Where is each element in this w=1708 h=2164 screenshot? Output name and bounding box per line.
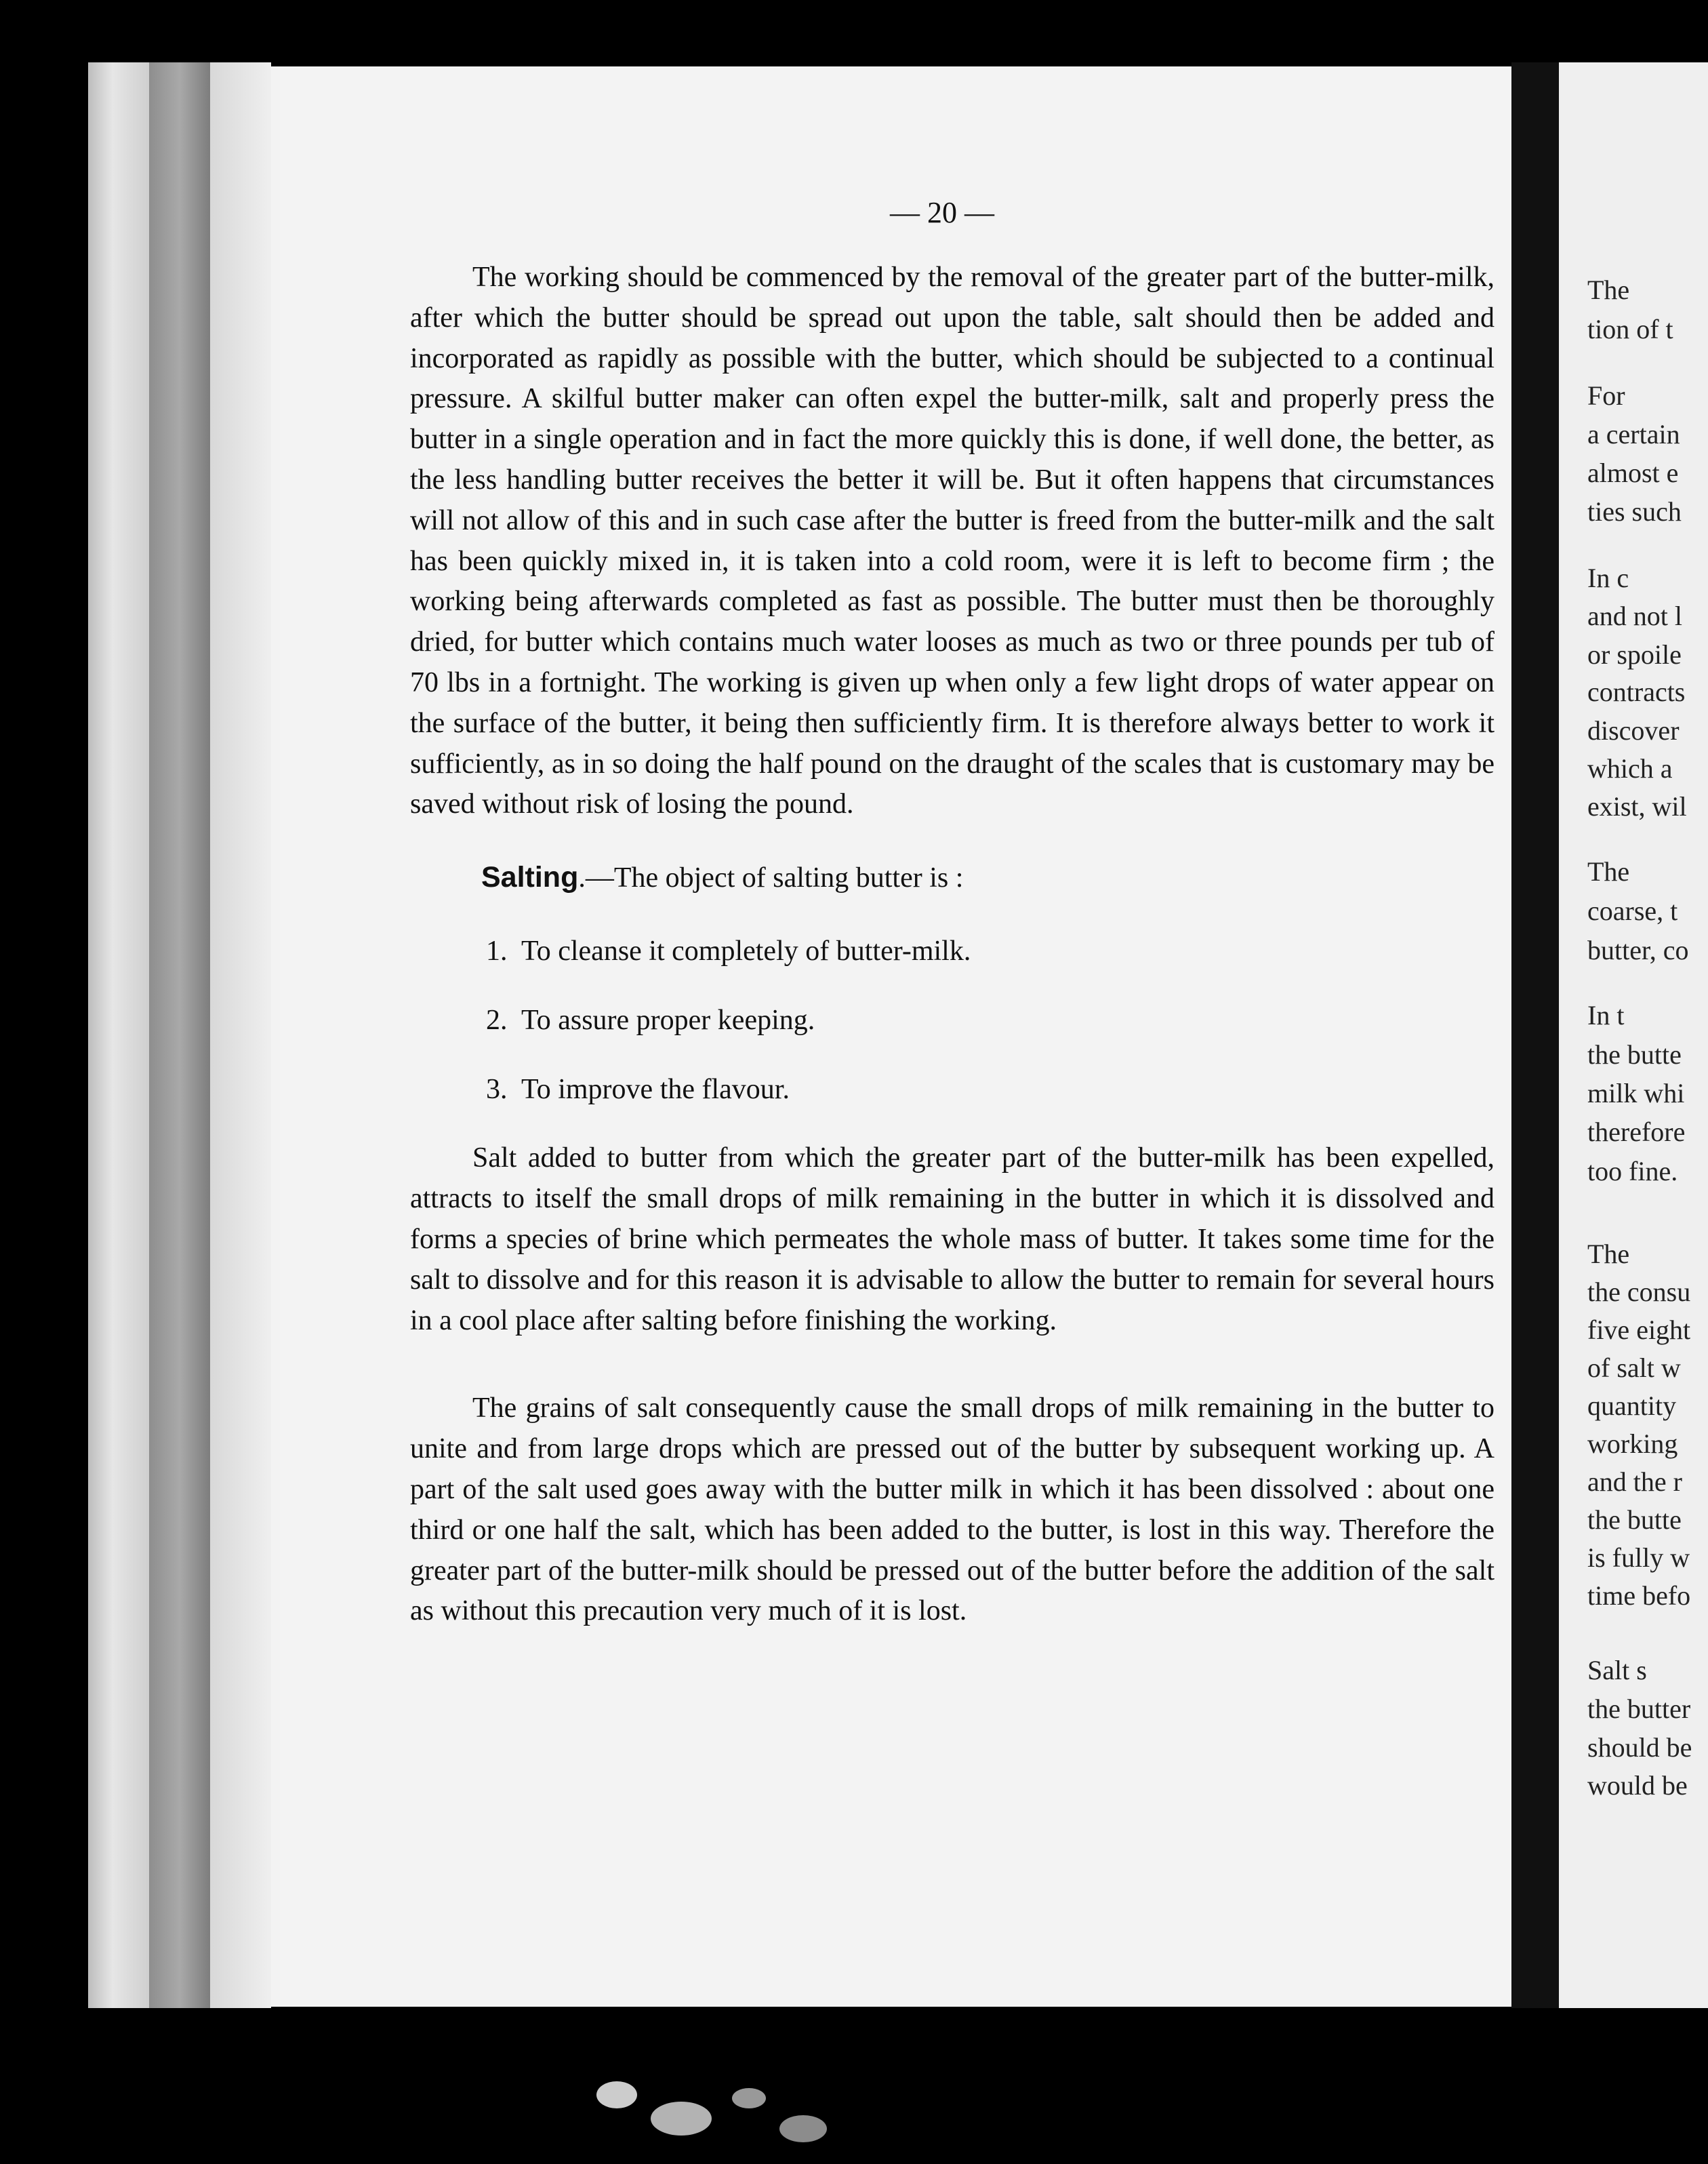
salting-intro: [410, 858, 1494, 899]
right-page-line: is fully w: [1587, 1542, 1690, 1573]
list-item-text: To improve the flavour.: [521, 1073, 790, 1105]
right-page-line: five eight: [1587, 1315, 1691, 1345]
right-page-line: should be: [1587, 1732, 1692, 1763]
list-item-text: To cleanse it completely of butter-milk.: [521, 935, 971, 967]
right-page-line: the butter: [1587, 1694, 1691, 1724]
paragraph-salt-grains: The grains of salt consequently cause the small drops of milk remaining in the butter to unite and from large drops which are pressed out of the butter by subsequent working up. A part of the salt used goes away with the butter milk in which it has been dissolved : about one third or one half the salt, which has been added to the butter, is lost in this way. Therefore the greater part of the butter-milk should be pressed out of the butter before the addition of the salt as without this precaution very much of it is lost.: [410, 1392, 1494, 1627]
right-page-line: too fine.: [1587, 1156, 1678, 1186]
scan-noise: [651, 2102, 712, 2136]
right-page-line: The: [1587, 275, 1630, 305]
right-page-line: or spoile: [1587, 639, 1682, 670]
right-page-line: In t: [1587, 1000, 1625, 1030]
right-page-line: and the r: [1587, 1466, 1682, 1497]
page-edge-stack: [88, 62, 149, 2008]
right-page-line: discover: [1587, 715, 1680, 746]
right-page-line: For: [1587, 380, 1625, 411]
right-page-line: exist, wil: [1587, 791, 1687, 822]
right-page-line: which a: [1587, 753, 1673, 784]
section-heading-salting: Salting: [481, 861, 579, 894]
paragraph-working: The working should be commenced by the removal of the greater part of the butter-milk, after which the butter should be spread out upon the table, salt should then be added and incorporated as rapidly as possible with the butter, which should be subjected to a continual pressure. A skilful butter maker can often expel the butter-milk, salt and properly press the butter in a single operation and in fact the more quickly this is done, if well done, the better, as the less handling butter receives the better it will be. But it often happens that circumstances will not allow of this and in such case after the butter is freed from the butter-milk and the salt has been quickly mixed in, it is taken into a cold room, were it is left to become firm ; the working being afterwards completed as fast as possible. The butter must then be thoroughly dried, for butter which contains much water looses as much as two or three pounds per tub of 70 lbs in a fortnight. The working is given up when only a few light drops of water appear on the surface of the butter, it being then sufficiently firm. It is therefore always better to work it sufficiently, as in so doing the half pound on the draught of the scales that is customary may be saved without risk of losing the pound.: [410, 262, 1494, 820]
scan-noise: [732, 2088, 766, 2108]
right-page-line: of salt w: [1587, 1352, 1681, 1383]
right-page-line: would be: [1587, 1770, 1688, 1801]
right-page-line: In c: [1587, 563, 1629, 593]
right-page-line: The: [1587, 856, 1630, 887]
right-page-line: working: [1587, 1428, 1678, 1459]
list-item: [486, 931, 1494, 972]
right-page-line: the butte: [1587, 1504, 1682, 1535]
right-page-partial: [1559, 62, 1708, 2008]
paragraph-salt-dissolving: Salt added to butter from which the greater part of the butter-milk has been expelled, attracts to itself the small drops of milk remaining in the butter in which it is dissolved and forms a species of brine which permeates the whole mass of butter. It takes some time for the salt to dissolve and for this reason it is advisable to allow the butter to remain for several hours in a cool place after salting before finishing the working.: [410, 1142, 1494, 1336]
salting-intro-text: .—The object of salting butter is :: [578, 862, 964, 894]
list-item-number: 1.: [486, 935, 508, 967]
right-page-line: contracts: [1587, 677, 1686, 707]
page-edge-inner: [210, 62, 271, 2008]
salting-objectives-list: [410, 931, 1494, 1110]
list-item-text: To assure proper keeping.: [521, 1004, 815, 1036]
right-page-line: ties such: [1587, 496, 1682, 527]
right-page-line: the consu: [1587, 1277, 1691, 1307]
right-page-line: The: [1587, 1239, 1630, 1269]
scan-noise: [779, 2115, 827, 2142]
right-page-line: and not l: [1587, 601, 1682, 631]
book-gutter: [1511, 62, 1559, 2008]
right-page-line: butter, co: [1587, 935, 1689, 965]
list-item-number: 3.: [486, 1073, 508, 1105]
page-number: — 20 —: [890, 196, 994, 229]
right-page-line: Salt s: [1587, 1655, 1647, 1685]
list-item: [486, 1070, 1494, 1110]
right-page-line: a certain: [1587, 419, 1680, 449]
right-page-line: coarse, t: [1587, 896, 1678, 926]
right-page-line: almost e: [1587, 458, 1679, 488]
left-page-text: [410, 258, 1494, 1632]
scan-noise: [596, 2081, 637, 2108]
right-page-line: time befo: [1587, 1580, 1691, 1611]
list-item-number: 2.: [486, 1004, 508, 1036]
right-page-line: quantity: [1587, 1390, 1677, 1421]
right-page-line: milk whi: [1587, 1078, 1685, 1108]
page-edge-shadow: [149, 62, 210, 2008]
right-page-line: therefore: [1587, 1117, 1686, 1147]
list-item: [486, 1001, 1494, 1041]
right-page-line: the butte: [1587, 1039, 1682, 1070]
right-page-line: tion of t: [1587, 314, 1673, 344]
